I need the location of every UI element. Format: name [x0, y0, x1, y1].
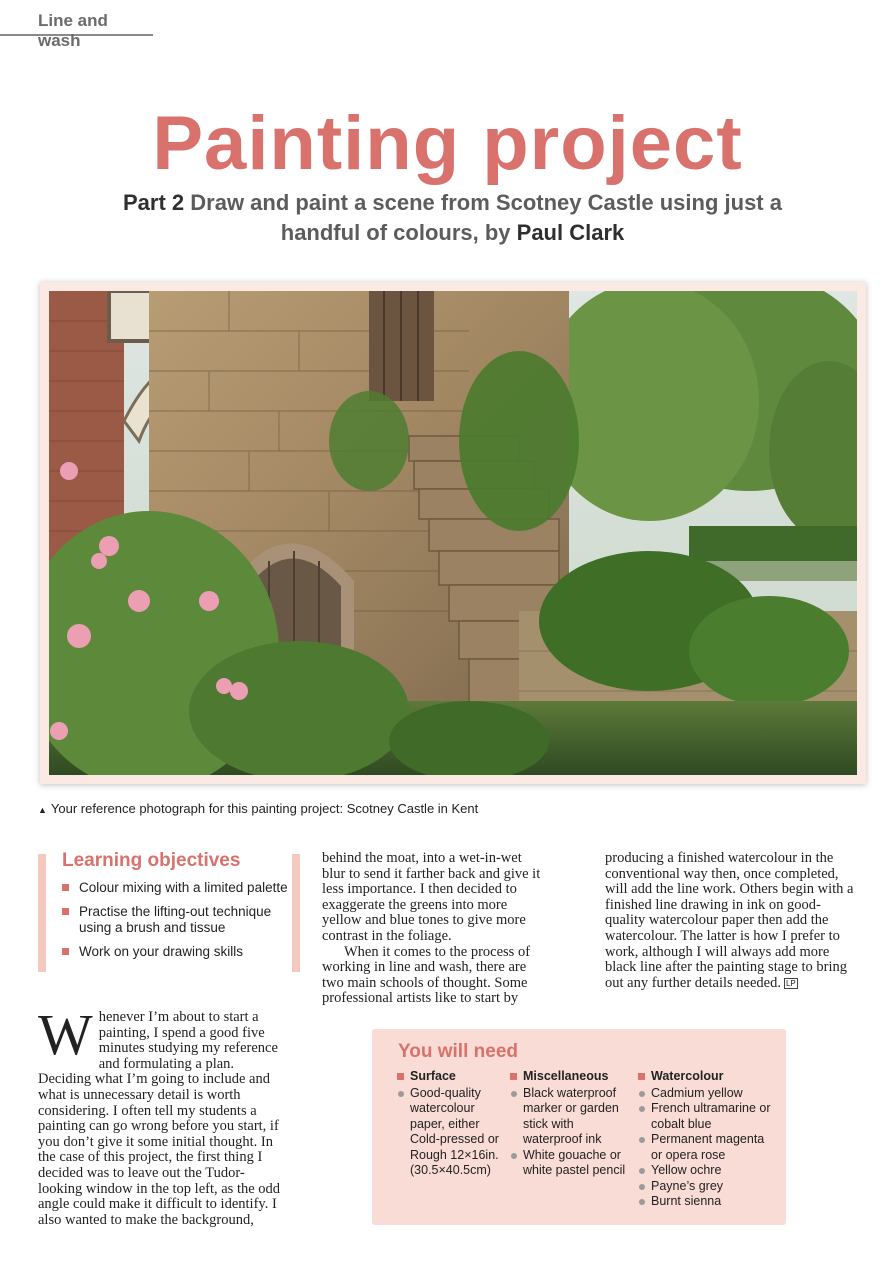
article-column-2: [322, 851, 546, 1007]
subtitle-part: Part 2: [123, 190, 185, 215]
learning-objectives-box: [38, 850, 300, 972]
learning-objectives-list: [62, 880, 292, 968]
end-mark-icon: LP: [785, 978, 796, 988]
page-subtitle: [100, 188, 805, 248]
need-item: Good-quality watercolour paper, either Cold-pressed or Rough 12×16in. (30.5×40.5cm): [397, 1086, 512, 1179]
photo-caption: [38, 801, 478, 816]
need-item: Black waterproof marker or garden stick with waterproof ink: [510, 1086, 628, 1148]
need-column-misc: [510, 1069, 628, 1179]
need-item: White gouache or white pastel pencil: [510, 1148, 628, 1179]
section-tag: [0, 10, 153, 50]
drop-cap: W: [38, 1002, 93, 1067]
need-item: Burnt sienna: [638, 1194, 776, 1210]
need-heading-watercolour: Watercolour: [638, 1069, 776, 1085]
learning-right-bar: [292, 854, 300, 972]
need-item: Payne’s grey: [638, 1179, 776, 1195]
need-heading-surface: Surface: [397, 1069, 512, 1085]
learning-objectives-title: Learning objectives: [62, 850, 241, 871]
article-column-2-paragraph-1: behind the moat, into a wet-in-wet blur to send it farther back and give it less importance. I then decided to exaggerate the greens into more yellow and blue tones to give more contrast in the foliage.: [322, 850, 541, 944]
article-column-3: [605, 851, 855, 991]
need-item: Yellow ochre: [638, 1163, 776, 1179]
need-list-surface: [397, 1086, 512, 1179]
learning-objective-item: Colour mixing with a limited palette: [62, 880, 292, 896]
need-list-watercolour: [638, 1086, 776, 1210]
page-title: Painting project: [152, 101, 743, 186]
article-column-1: [38, 1002, 286, 1228]
need-column-watercolour: [638, 1069, 776, 1210]
article-column-1-text: henever I’m about to start a painting, I spend a good five minutes studying my reference and formulating a plan. Deciding what I’m going to include and what is unnecessary detail is worth considering. I often tell my students a painting can go wrong before you start, if you don’t give it some initial thought. In the case of this project, the first thing I decided was to leave out the Tudor-looking window in the top left, as the odd angle could make it difficult to identify. I also wanted to make the background,: [38, 1009, 281, 1228]
need-item: Cadmium yellow: [638, 1086, 776, 1102]
caption-triangle-icon: ▲: [38, 805, 47, 815]
article-column-2-paragraph-2: When it comes to the process of working in line and wash, there are two main schools of thought. Some professional artists like to start by: [322, 943, 531, 1007]
need-heading-misc: Miscellaneous: [510, 1069, 628, 1085]
you-will-need-title: You will need: [398, 1041, 518, 1062]
need-column-surface: [397, 1069, 512, 1179]
need-item: French ultramarine or cobalt blue: [638, 1101, 776, 1132]
reference-photo: [49, 291, 857, 775]
need-list-misc: [510, 1086, 628, 1179]
you-will-need-box: [372, 1029, 786, 1225]
subtitle-author: Paul Clark: [516, 220, 625, 245]
article-column-3-text: producing a finished watercolour in the conventional way then, once completed, will add the line work. Others begin with a finished line drawing in ink on good-quality watercolour paper then add the watercolour. The latter is how I prefer to work, although I will always add more black line after the painting stage to bring out any further details needed.: [605, 850, 854, 991]
learning-left-bar: [38, 854, 46, 972]
learning-objective-item: Practise the lifting-out technique using a brush and tissue: [62, 904, 292, 936]
reference-photo-frame: [40, 282, 866, 784]
learning-objective-item: Work on your drawing skills: [62, 944, 292, 960]
need-item: Permanent magenta or opera rose: [638, 1132, 776, 1163]
subtitle-text: Draw and paint a scene from Scotney Castle using just a handful of colours, by: [184, 190, 782, 245]
section-tag-label: Line and wash: [38, 11, 108, 50]
caption-text: Your reference photograph for this painting project: Scotney Castle in Kent: [50, 801, 479, 816]
